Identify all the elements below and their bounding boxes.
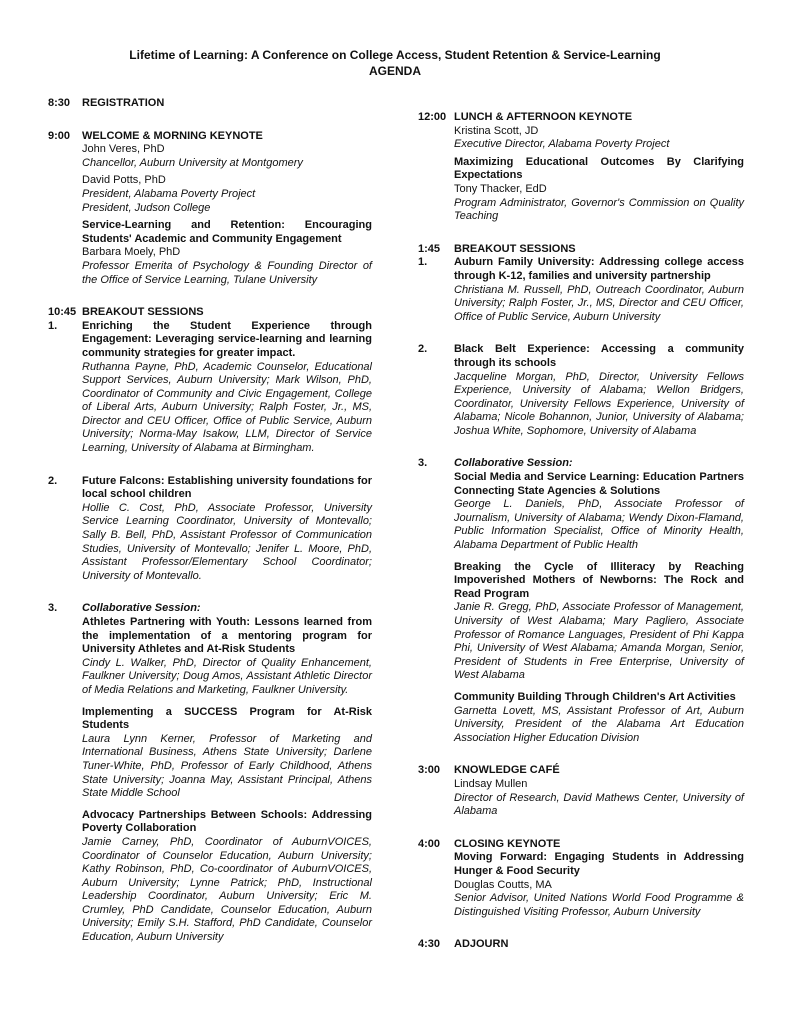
session-title: Auburn Family University: Addressing college access through K-12, families and university partnership [454,256,744,282]
knowledge-cafe-section [418,764,744,818]
adjourn-heading [418,938,744,952]
closing-keynote-body [454,851,744,919]
conference-title: Lifetime of Learning: A Conference on College Access, Student Retention & Service-Learning [129,48,661,62]
welcome-section [48,130,372,288]
time: 4:30 [418,938,441,951]
afternoon-breakout-section [418,243,744,746]
breakout-session-3 [418,457,744,745]
speaker-title: President, Judson College [82,201,211,214]
breakout-session-1 [48,320,372,456]
lunch-section [418,111,744,224]
afternoon-breakout-heading [418,243,744,257]
morning-breakout-heading [48,306,372,320]
welcome-heading [48,130,372,144]
breakout-session-3 [48,602,372,944]
speaker-name: John Veres, PhD [82,143,165,156]
speaker-name: Kristina Scott, JD [454,124,539,137]
time: 12:00 [418,111,447,123]
section-label: REGISTRATION [82,97,165,109]
speaker-title: Director of Research, David Mathews Center, University of Alabama [454,791,744,818]
time: 10:45 [48,306,77,319]
session-title: Athletes Partnering with Youth: Lessons learned from the implementation of a mentoring program for University Athletes and At-Risk Students [82,616,372,656]
welcome-body [82,143,372,287]
session-title: Community Building Through Children's Art Activities [454,690,736,703]
closing-keynote-section [418,838,744,920]
session-title: Future Falcons: Establishing university foundations for local school children [82,474,372,501]
document-header [0,47,790,79]
speaker-name: Tony Thacker, EdD [454,182,547,195]
speaker-name: Lindsay Mullen [454,777,528,790]
speaker-title: Program Administrator, Governor's Commission on Quality Teaching [454,196,744,223]
time: 9:00 [48,129,71,142]
session-presenters: Janie R. Gregg, PhD, Associate Professor of Management, University of West Alabama; Mary Pagliero, Associate Professor of Romance Languages, President of Phi Kappa Phi, University of West Alabama; Amanda Morgan, Senior, President of Students in Free Enterprise, University of West Alabama [454,601,744,682]
session-presenters: Garnetta Lovett, MS, Assistant Professor of Art, Auburn University, President of the Alabama Art Education Association Higher Education Division [454,704,744,744]
session-presenters: Jacqueline Morgan, PhD, Director, University Fellows Experience, University of Alabama; Wellon Bridgers, Coordinator, University Fellows Experience, University of Alabama; Nicole Bohannon, Junior, University of Alabama; Joshua White, Sophomore, University of Alabama [454,370,744,437]
session-presenters: Christiana M. Russell, PhD, Outreach Coordinator, Auburn University; Ralph Foster, Jr., MS, Director and CEU Officer, Office of Public Service, Auburn University [454,283,744,323]
section-label: WELCOME & MORNING KEYNOTE [82,129,263,142]
session-number: 3. [48,602,58,615]
section-label: LUNCH & AFTERNOON KEYNOTE [454,111,633,123]
session-presenters: George L. Daniels, PhD, Associate Professor of Journalism, University of Alabama; Wendy Dixon-Flamand, Public Information Specialist, Office of Minority Health, Alabama Department of Public Health [454,498,744,552]
session-presenters: Jamie Carney, PhD, Coordinator of AuburnVOICES, Coordinator of Counselor Education, Auburn University; Kathy Robinson, PhD, Co-coordinator of AuburnVOICES, Auburn University; Lynne Patrick; PhD, Instructional Leadership Coordinator, Auburn University; Eric M. Crumley, PhD Candidate, Counselor Education, Auburn University; Emily S.H. Stafford, PhD Candidate, Counselor Education, Auburn University [82,835,372,944]
breakout-session-1 [418,256,744,324]
registration-heading [48,97,372,111]
session-title: Advocacy Partnerships Between Schools: Addressing Poverty Collaboration [82,808,372,835]
section-label: ADJOURN [454,938,509,951]
section-label: BREAKOUT SESSIONS [454,242,576,255]
time: 3:00 [418,764,441,777]
lunch-heading [418,111,744,125]
section-label: KNOWLEDGE CAFÉ [454,764,560,777]
session-title: Black Belt Experience: Accessing a community through its schools [454,343,744,369]
collaborative-label: Collaborative Session: [82,602,201,615]
session-presenters: Laura Lynn Kerner, Professor of Marketing and International Business, Athens State University; Darlene Tuner-White, PhD, Professor of Early Childhood, Athens State University; Joanna May, Assistant Principal, Athens State Middle School [82,732,372,800]
agenda-heading: AGENDA [368,64,421,78]
speaker-title: Professor Emerita of Psychology & Founding Director of the Office of Service Learning, Tulane University [82,259,372,286]
time: 4:00 [418,837,441,850]
session-number: 2. [48,474,58,487]
session-title: Breaking the Cycle of Illiteracy by Reaching Impoverished Mothers of Newborns: The Rock and Read Program [454,560,744,600]
section-label: CLOSING KEYNOTE [454,837,561,850]
speaker-name: David Potts, PhD [82,174,166,187]
time: 8:30 [48,97,71,109]
morning-breakout-section [48,306,372,945]
registration-section [48,97,372,111]
session-presenters: Ruthanna Payne, PhD, Academic Counselor, Educational Support Services, Auburn University; Mark Wilson, PhD, Coordinator of Community and Civic Engagement, College of Liberal Arts, Auburn University; Ralph Foster, Jr., MS, Director and CEU Officer, Office of Public Service, Auburn University; Norma-May Isakow, LLM, Director of Service Learning, University of Alabama at Birmingham. [82,360,372,455]
talk-title: Moving Forward: Engaging Students in Addressing Hunger & Food Security [454,851,744,877]
session-number: 1. [48,319,58,332]
speaker-title: Chancellor, Auburn University at Montgomery [82,156,303,169]
session-title: Enriching the Student Experience through Engagement: Leveraging service-learning and learning community strategies for greater impact. [82,319,372,359]
session-number: 3. [418,457,428,470]
session-presenters: Cindy L. Walker, PhD, Director of Quality Enhancement, Faulkner University; Doug Amos, Assistant Athletic Director of Media Relations and Marketing, Faulkner University. [82,656,372,696]
session-title: Implementing a SUCCESS Program for At-Risk Students [82,705,372,732]
session-number: 1. [418,256,428,269]
session-number: 2. [418,343,428,356]
lunch-body [454,125,744,224]
section-label: BREAKOUT SESSIONS [82,306,204,319]
speaker-title: President, Alabama Poverty Project [82,187,256,200]
talk-title: Service-Learning and Retention: Encouraging Students' Academic and Community Engagement [82,219,372,245]
speaker-title: Executive Director, Alabama Poverty Project [454,138,670,151]
speaker-name: Barbara Moely, PhD [82,246,181,259]
breakout-session-2 [418,343,744,438]
breakout-session-2 [48,475,372,584]
knowledge-cafe-body [454,778,744,819]
session-title: Social Media and Service Learning: Education Partners Connecting State Agencies & Solutions [454,471,744,497]
collaborative-label: Collaborative Session: [454,457,573,470]
closing-keynote-heading [418,838,744,852]
speaker-title: Senior Advisor, United Nations World Food Programme & Distinguished Visiting Professor, Auburn University [454,892,744,918]
talk-title: Maximizing Educational Outcomes By Clarifying Expectations [454,155,744,182]
adjourn-section [418,938,744,952]
knowledge-cafe-heading [418,764,744,778]
speaker-name: Douglas Coutts, MA [454,878,552,891]
session-presenters: Hollie C. Cost, PhD, Associate Professor, University Service Learning Coordinator, University of Montevallo; Sally B. Bell, PhD, Assistant Professor of Communication Studies, University of Montevallo; Jenifer L. Moore, PhD, Assistant Professor/Elementary School Coordinator; University of Montevallo. [82,501,372,582]
time: 1:45 [418,242,441,255]
right-column [418,111,744,952]
left-column [48,97,372,945]
